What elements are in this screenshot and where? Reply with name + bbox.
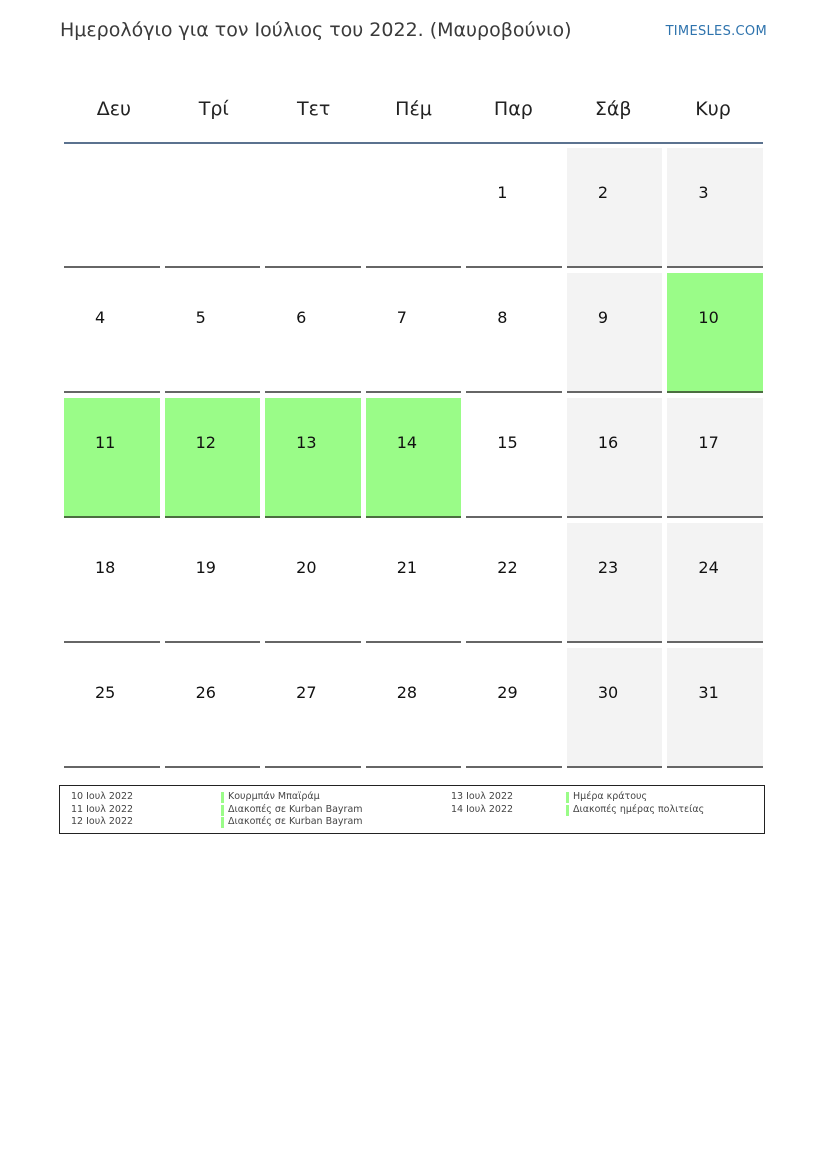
legend-holiday-name: Ημέρα κράτους — [566, 791, 704, 804]
weekday-label: Τετ — [296, 98, 331, 120]
day-number: 27 — [296, 683, 317, 702]
day-cell[interactable] — [366, 523, 462, 643]
day-number: 16 — [597, 433, 619, 452]
day-number: 31 — [698, 683, 719, 702]
day-number: 12 — [195, 433, 216, 452]
day-cell[interactable] — [265, 148, 361, 268]
day-cell[interactable] — [466, 398, 562, 518]
day-number: 17 — [698, 433, 719, 452]
day-number: 7 — [396, 308, 407, 327]
legend-dates-right — [451, 791, 513, 816]
day-number: 5 — [195, 308, 206, 327]
day-number: 8 — [497, 308, 508, 327]
day-number: 22 — [497, 558, 518, 577]
weekday-label: Τρί — [198, 98, 229, 120]
day-number: 9 — [597, 308, 609, 327]
day-cell[interactable] — [165, 148, 261, 268]
day-cell[interactable] — [667, 523, 763, 643]
day-cell[interactable] — [567, 273, 663, 393]
day-cell[interactable] — [466, 273, 562, 393]
day-cell[interactable] — [64, 523, 160, 643]
day-cell[interactable] — [567, 398, 663, 518]
day-number: 28 — [396, 683, 418, 702]
day-cell[interactable] — [667, 398, 763, 518]
holiday-day-cell[interactable] — [64, 398, 160, 518]
weekday-label: Παρ — [493, 98, 533, 120]
holiday-day-cell[interactable] — [165, 398, 261, 518]
day-cell[interactable] — [265, 273, 361, 393]
holiday-day-cell[interactable] — [366, 398, 462, 518]
legend-date: 10 Ιουλ 2022 — [71, 791, 134, 802]
day-number: 1 — [497, 183, 508, 202]
day-number: 24 — [698, 558, 719, 577]
day-cell[interactable] — [165, 273, 261, 393]
day-number: 3 — [698, 183, 709, 202]
day-cell[interactable] — [366, 148, 462, 268]
legend-holiday-name: Διακοπές ημέρας πολιτείας — [566, 804, 704, 817]
legend-holiday-name: Διακοπές σε Kurban Bayram — [221, 816, 363, 829]
day-number: 25 — [95, 683, 116, 702]
day-number: 26 — [195, 683, 216, 702]
day-cell[interactable] — [265, 523, 361, 643]
day-number: 20 — [296, 558, 317, 577]
day-cell[interactable] — [265, 648, 361, 768]
day-cell[interactable] — [667, 648, 763, 768]
day-cell[interactable] — [466, 148, 562, 268]
day-number: 19 — [195, 558, 216, 577]
calendar-grid — [64, 148, 763, 768]
day-cell[interactable] — [466, 523, 562, 643]
day-number: 30 — [597, 683, 619, 702]
day-cell[interactable] — [64, 648, 160, 768]
day-number: 23 — [597, 558, 619, 577]
day-number: 29 — [497, 683, 518, 702]
legend-names-left — [221, 791, 363, 829]
day-cell[interactable] — [667, 148, 763, 268]
day-number: 18 — [95, 558, 116, 577]
day-cell[interactable] — [64, 148, 160, 268]
day-cell[interactable] — [567, 148, 663, 268]
day-number: 14 — [396, 433, 418, 452]
brand-link[interactable]: TIMESLES.COM — [665, 24, 767, 39]
day-number: 21 — [396, 558, 418, 577]
weekday-header — [64, 76, 763, 144]
day-number: 11 — [95, 433, 116, 452]
legend-holiday-name: Κουρμπάν Μπαϊράμ — [221, 791, 363, 804]
legend-dates-left — [71, 791, 133, 829]
day-cell[interactable] — [366, 273, 462, 393]
day-cell[interactable] — [567, 648, 663, 768]
legend-date: 13 Ιουλ 2022 — [451, 791, 514, 802]
day-cell[interactable] — [165, 648, 261, 768]
day-cell[interactable] — [64, 273, 160, 393]
legend-names-right — [566, 791, 704, 816]
day-number: 4 — [95, 308, 106, 327]
day-number: 10 — [698, 308, 719, 327]
day-number: 6 — [296, 308, 307, 327]
day-cell[interactable] — [165, 523, 261, 643]
page-title: Ημερολόγιο για τον Ιούλιος του 2022. (Μαυροβούνιο) — [60, 19, 572, 41]
weekday-label: Σάβ — [594, 98, 632, 120]
weekday-label: Πέμ — [395, 98, 432, 120]
day-cell[interactable] — [567, 523, 663, 643]
holiday-day-cell[interactable] — [667, 273, 763, 393]
weekday-label: Κυρ — [695, 98, 731, 120]
day-number: 13 — [296, 433, 317, 452]
day-cell[interactable] — [466, 648, 562, 768]
weekday-label: Δευ — [96, 98, 132, 120]
day-number: 2 — [597, 183, 609, 202]
legend-date: 12 Ιουλ 2022 — [71, 816, 134, 827]
legend-date: 14 Ιουλ 2022 — [451, 803, 514, 815]
holiday-legend — [59, 785, 765, 834]
legend-date: 11 Ιουλ 2022 — [71, 803, 134, 815]
day-cell[interactable] — [366, 648, 462, 768]
legend-holiday-name: Διακοπές σε Kurban Bayram — [221, 804, 363, 817]
day-number: 15 — [497, 433, 518, 452]
holiday-day-cell[interactable] — [265, 398, 361, 518]
